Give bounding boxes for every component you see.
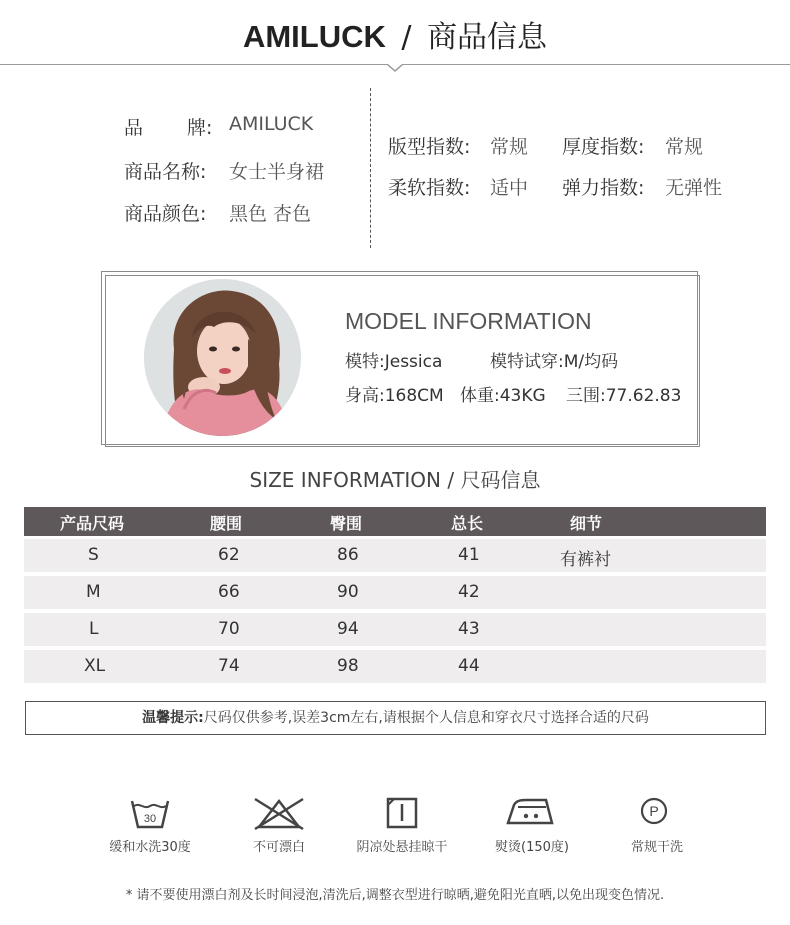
table-row — [24, 613, 766, 646]
care-label-wash: 缓和水洗30度 — [109, 840, 191, 855]
name-label: 商品名称: — [124, 161, 207, 183]
dry-clean-icon — [640, 797, 668, 825]
info-divider — [370, 88, 371, 248]
model-portrait-icon — [144, 279, 301, 436]
size-section-title: SIZE INFORMATION / 尺码信息 — [249, 468, 541, 492]
table-row — [24, 576, 766, 609]
brand-label-b: 牌: — [187, 117, 213, 139]
cell-length: 42 — [458, 582, 480, 602]
care-label-drip-dry: 阴凉处悬挂晾干 — [356, 840, 448, 855]
cell-hip: 90 — [337, 582, 359, 602]
cell-size: L — [89, 619, 99, 639]
size-tip — [25, 701, 766, 735]
elasticity-value: 无弹性 — [665, 177, 723, 199]
model-measurements: 三围:77.62.83 — [566, 386, 682, 406]
model-tried-size: 模特试穿:M/均码 — [490, 352, 619, 372]
shade-drip-dry-icon — [386, 797, 418, 829]
care-label-dry-clean: 常规干洗 — [630, 840, 683, 855]
cell-waist: 70 — [218, 619, 240, 639]
softness-label: 柔软指数: — [388, 177, 471, 199]
model-name: 模特:Jessica — [345, 352, 443, 372]
thickness-value: 常规 — [665, 136, 704, 158]
dry-clean-badge: P — [649, 803, 659, 819]
cell-hip: 98 — [337, 656, 359, 676]
fit-value: 常规 — [490, 136, 529, 158]
cell-waist: 74 — [218, 656, 240, 676]
fit-label: 版型指数: — [388, 136, 471, 158]
wash-30-icon — [130, 797, 170, 831]
header-waist: 腰围 — [210, 514, 243, 533]
cell-length: 41 — [458, 545, 480, 565]
table-row — [24, 650, 766, 683]
header-notch-icon — [387, 65, 403, 72]
header-length: 总长 — [451, 514, 484, 533]
model-photo — [144, 279, 301, 436]
title-text: 商品信息 — [427, 20, 548, 55]
thickness-label: 厚度指数: — [562, 136, 645, 158]
brand-value: AMILUCK — [229, 113, 314, 135]
cell-size: XL — [84, 656, 106, 676]
cell-length: 44 — [458, 656, 480, 676]
tip-label: 温馨提示: — [142, 710, 204, 726]
cell-detail: 有裤衬 — [560, 550, 611, 570]
brand-label-a: 品 — [124, 117, 144, 139]
cell-waist: 62 — [218, 545, 240, 565]
brand-name: AMILUCK — [242, 19, 386, 54]
iron-medium-icon — [506, 797, 556, 827]
wash-temp-badge: 30 — [143, 813, 157, 825]
no-bleach-icon — [253, 797, 305, 831]
header-detail: 细节 — [570, 514, 603, 533]
title-separator: / — [401, 20, 412, 55]
softness-value: 适中 — [490, 177, 529, 199]
color-label: 商品颜色: — [124, 203, 207, 225]
tip-text: 尺码仅供参考,误差3cm左右,请根据个人信息和穿衣尺寸选择合适的尺码 — [203, 710, 649, 726]
table-row — [24, 539, 766, 572]
header-size: 产品尺码 — [60, 514, 125, 533]
cell-size: S — [88, 545, 99, 565]
page-title — [0, 12, 790, 56]
model-heading: MODEL INFORMATION — [345, 308, 592, 334]
size-table-header — [24, 507, 766, 536]
model-height: 身高:168CM — [345, 386, 444, 406]
header-hip: 臀围 — [330, 514, 363, 533]
care-label-iron: 熨烫(150度) — [495, 840, 569, 855]
name-value: 女士半身裙 — [229, 161, 325, 183]
care-label-no-bleach: 不可漂白 — [252, 840, 305, 855]
color-value: 黑色 杏色 — [229, 203, 312, 225]
cell-hip: 94 — [337, 619, 359, 639]
model-weight: 体重:43KG — [460, 386, 546, 406]
cell-size: M — [86, 582, 101, 602]
care-footnote: * 请不要使用漂白剂及长时间浸泡,清洗后,调整衣型进行晾晒,避免阳光直晒,以免出现变色情况. — [125, 888, 665, 903]
cell-waist: 66 — [218, 582, 240, 602]
cell-length: 43 — [458, 619, 480, 639]
elasticity-label: 弹力指数: — [562, 177, 645, 199]
cell-hip: 86 — [337, 545, 359, 565]
